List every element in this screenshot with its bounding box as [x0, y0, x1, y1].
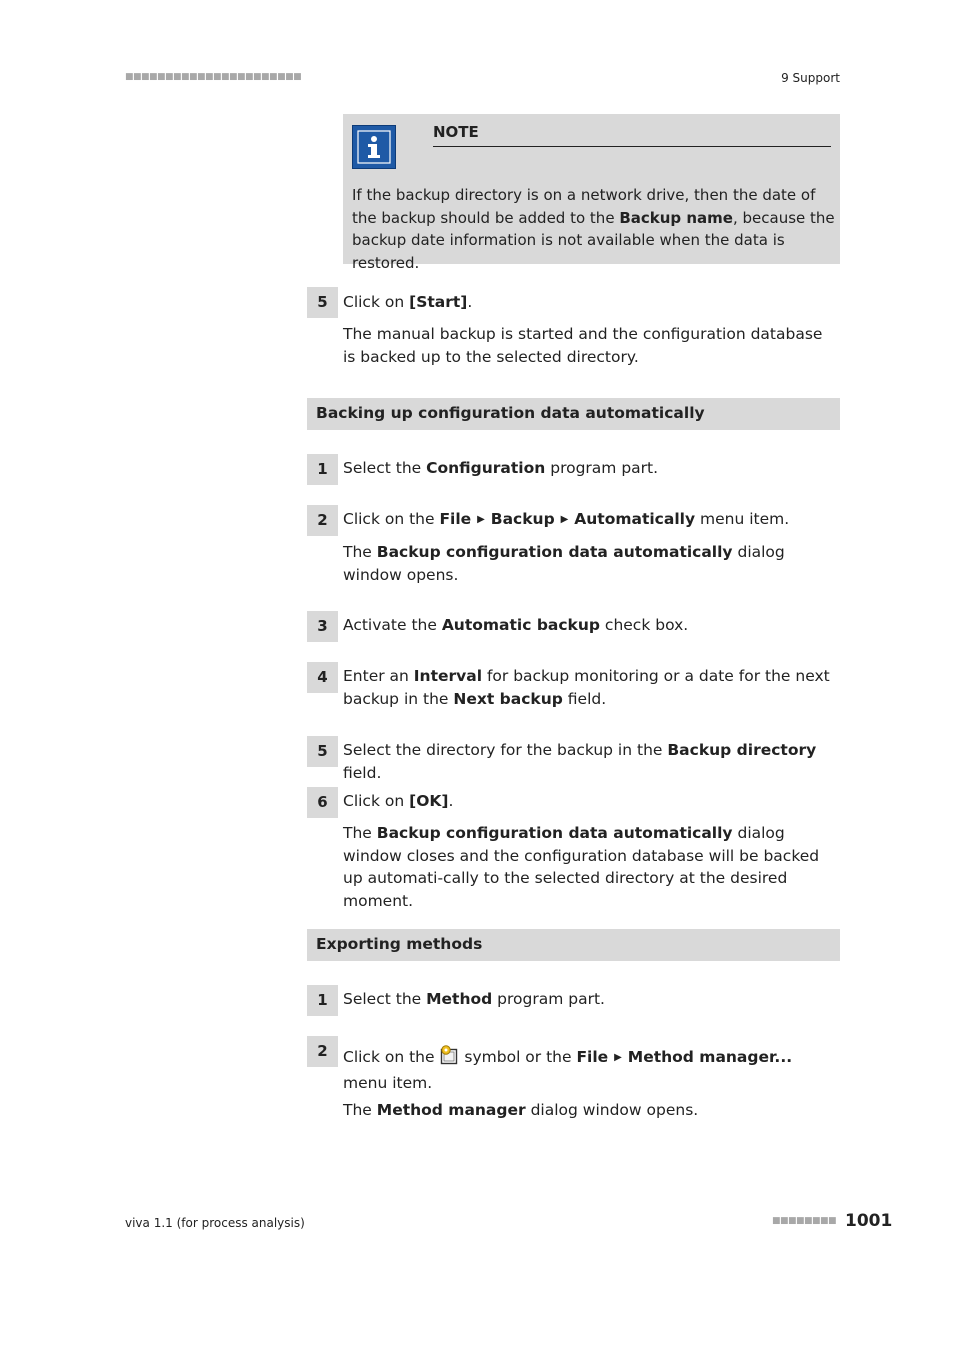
section-heading: Backing up configuration data automatically — [307, 398, 840, 430]
step-result: The Backup configuration data automatically dialog window opens. — [343, 543, 785, 584]
step-number: 5 — [307, 287, 338, 318]
step-instruction: Click on [OK]. — [343, 792, 454, 810]
menu-arrow-icon: ▶ — [477, 514, 485, 525]
step-instruction: Select the Method program part. — [343, 990, 605, 1008]
note-box — [343, 114, 840, 272]
step-number: 1 — [307, 454, 338, 485]
step-result: The Backup configuration data automatically dialog window closes and the configuration database will be backed up automati-cally to the selected directory at the desired moment. — [343, 824, 820, 910]
method-manager-icon — [439, 1045, 459, 1065]
note-text: If the backup directory is on a network drive, then the date of the backup should be added to the Backup name, because the backup date information is not available when the data is restored. — [352, 186, 835, 272]
section-heading: Exporting methods — [307, 929, 840, 961]
step-number: 6 — [307, 787, 338, 818]
step-instruction: Click on the symbol or the File ▶ Method manager... menu item. — [343, 1045, 833, 1094]
step-instruction: Click on [Start]. — [343, 293, 473, 311]
step-result: The manual backup is started and the configuration database is backed up to the selected directory. — [343, 325, 823, 366]
step-instruction: Enter an Interval for backup monitoring or a date for the next backup in the Next backup field. — [343, 667, 830, 708]
step-instruction: Activate the Automatic backup check box. — [343, 616, 689, 634]
step-number: 4 — [307, 662, 338, 693]
header-section-title: 9 Support — [781, 71, 840, 85]
footer-decoration: ■■■■■■■■ — [772, 1216, 837, 1226]
note-title: NOTE — [433, 123, 831, 147]
step-instruction: Select the Configuration program part. — [343, 459, 659, 477]
info-icon — [352, 125, 396, 169]
step-number: 3 — [307, 611, 338, 642]
menu-arrow-icon: ▶ — [614, 1052, 622, 1063]
step-number: 5 — [307, 736, 338, 767]
menu-arrow-icon: ▶ — [560, 514, 569, 525]
step-instruction: Select the directory for the backup in the Backup directory field. — [343, 741, 817, 782]
step-result: The Method manager dialog window opens. — [343, 1101, 699, 1119]
page-number: 1001 — [845, 1211, 893, 1231]
header-decoration: ■■■■■■■■■■■■■■■■■■■■■■ — [125, 72, 302, 82]
step-number: 2 — [307, 1036, 338, 1067]
step-instruction: Click on the File ▶ Backup ▶ Automatically menu item. — [343, 510, 790, 528]
footer-product: viva 1.1 (for process analysis) — [125, 1216, 305, 1230]
step-number: 2 — [307, 505, 338, 536]
step-number: 1 — [307, 985, 338, 1016]
